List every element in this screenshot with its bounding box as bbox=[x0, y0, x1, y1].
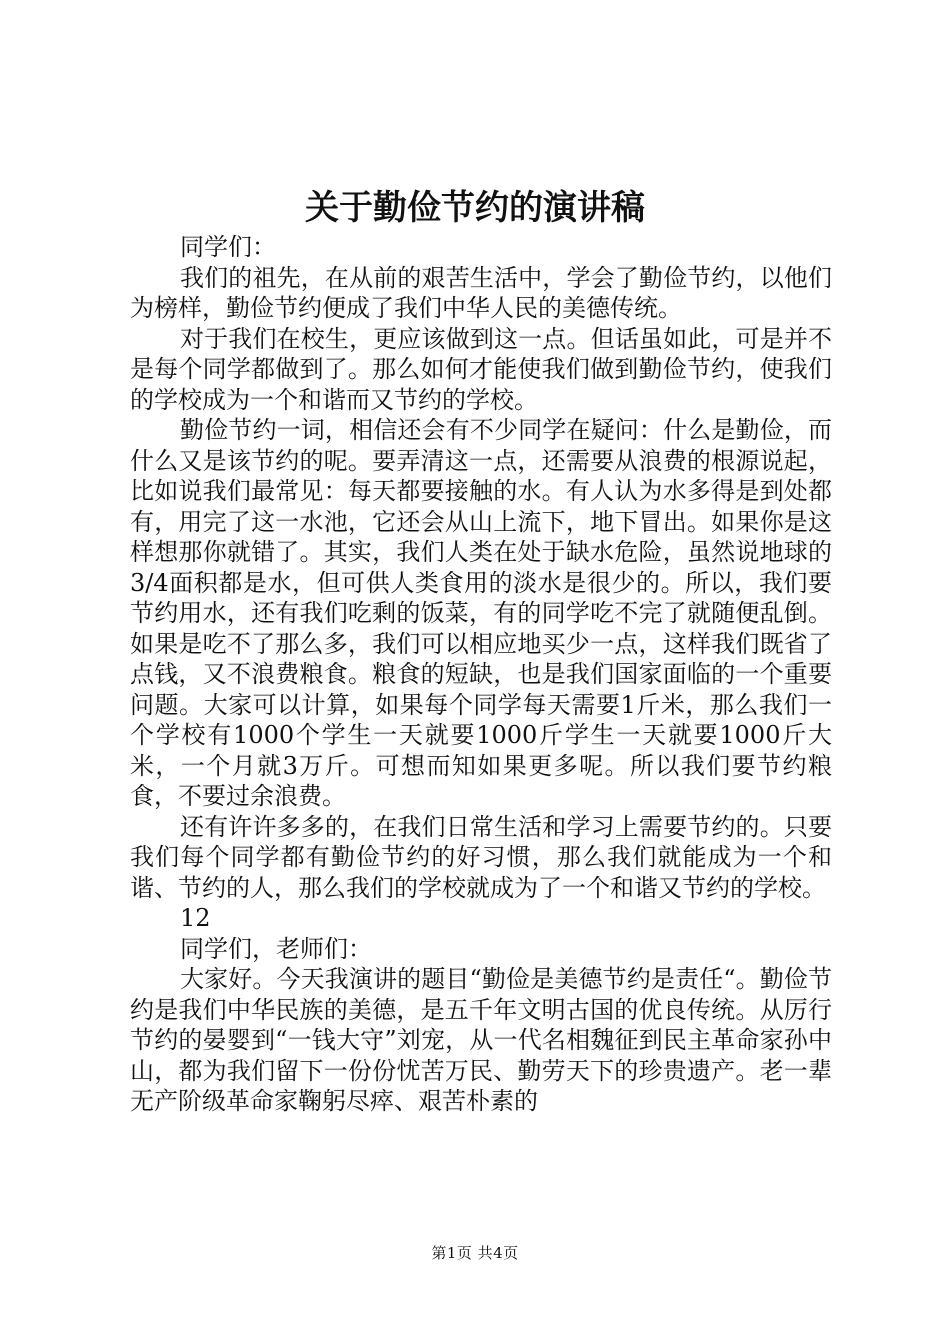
page-footer: 第1页 共4页 bbox=[431, 1244, 519, 1262]
document-body bbox=[130, 232, 832, 1117]
paragraph: 还有许许多多的，在我们日常生活和学习上需要节约的。只要我们每个同学都有勤俭节约的好习惯，那么我们就能成为一个和谐、节约的人，那么我们的学校就成为了一个和谐又节约的学校。 bbox=[130, 812, 832, 902]
paragraph: 对于我们在校生，更应该做到这一点。但话虽如此，可是并不是每个同学都做到了。那么如何才能使我们做到勤俭节约，使我们的学校成为一个和谐而又节约的学校。 bbox=[130, 324, 832, 414]
paragraph-greeting: 同学们： bbox=[180, 233, 276, 261]
page-title: 关于勤俭节约的演讲稿 bbox=[305, 188, 645, 228]
paragraph-greeting: 同学们，老师们： bbox=[180, 934, 372, 963]
paragraph: 勤俭节约一词，相信还会有不少同学在疑问：什么是勤俭，而什么又是该节约的呢。要弄清这一点，还需要从浪费的根源说起，比如说我们最常见：每天都要接触的水。有人认为水多得是到处都有，用完了这一水池，它还会从山上流下，地下冒出。如果你是这样想那你就错了。其实，我们人类在处于缺水危险，虽然说地球的3/4面积都是水，但可供人类食用的淡水是很少的。所以，我们要节约用水，还有我们吃剩的饭菜，有的同学吃不完了就随便乱倒。如果是吃不了那么多，我们可以相应地买少一点，这样我们既省了点钱，又不浪费粮食。粮食的短缺，也是我们国家面临的一个重要问题。大家可以计算，如果每个同学每天需要1斤米，那么我们一个学校有1000个学生一天就要1000斤学生一天就要1000斤大米，一个月就3万斤。可想而知如果更多呢。所以我们要节约粮食，不要过余浪费。 bbox=[130, 416, 832, 810]
paragraph: 大家好。今天我演讲的题目“勤俭是美德节约是责任“。勤俭节约是我们中华民族的美德，是五千年文明古国的优良传统。从厉行节约的晏婴到“一钱大守”刘宠，从一代名相魏征到民主革命家孙中山，都为我们留下一份份忧苦万民、勤劳天下的珍贵遗产。老一辈无产阶级革命家鞠躬尽瘁、艰苦朴素的 bbox=[130, 965, 832, 1115]
section-number: 12 bbox=[180, 904, 211, 932]
paragraph: 我们的祖先，在从前的艰苦生活中，学会了勤俭节约，以他们为榜样，勤俭节约便成了我们中华人民的美德传统。 bbox=[130, 263, 832, 322]
